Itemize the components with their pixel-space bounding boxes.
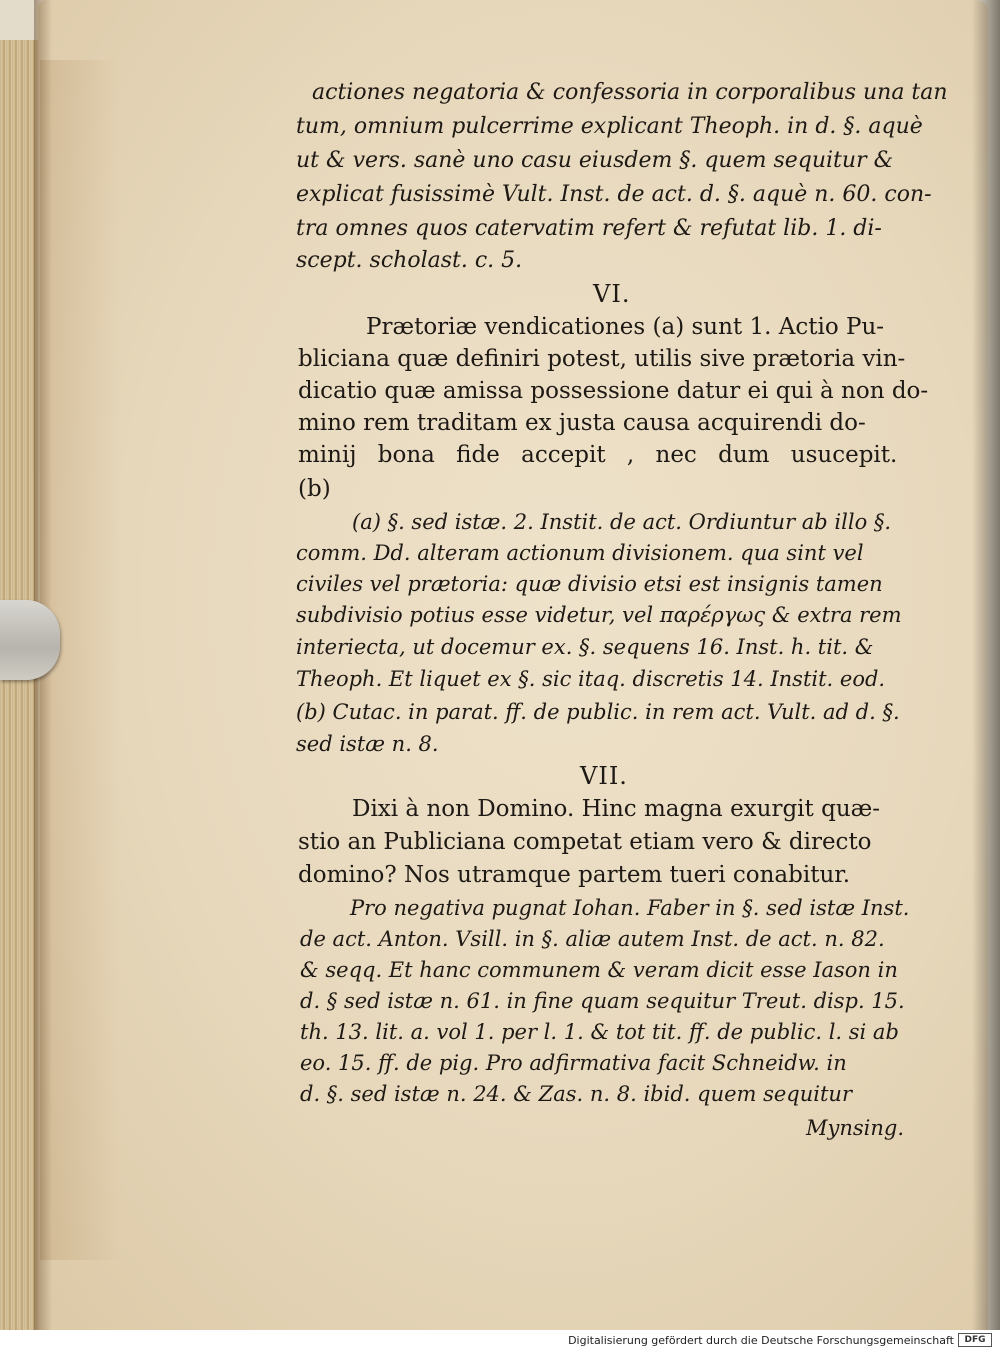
text-line: eo. 15. ff. de pig. Pro adfirmativa facit Schneidw. in xyxy=(300,1051,847,1075)
text-line: minij bona fide accepit , nec dum usucepit. xyxy=(298,442,898,468)
funding-credit: Digitalisierung gefördert durch die Deutsche Forschungsgemeinschaft xyxy=(568,1334,954,1347)
text-line: Dixi à non Domino. Hinc magna exurgit quæ- xyxy=(352,796,881,822)
section-heading: VII. xyxy=(580,762,628,790)
text-line: th. 13. lit. a. vol 1. per l. 1. & tot tit. ff. de public. l. si ab xyxy=(300,1020,899,1044)
text-line: explicat fusissimè Vult. Inst. de act. d. §. aquè n. 60. con- xyxy=(296,182,932,207)
text-line: de act. Anton. Vsill. in §. aliæ autem Inst. de act. n. 82. xyxy=(300,927,885,951)
dfg-logo-icon: DFG xyxy=(958,1333,992,1347)
text-line: Theoph. Et liquet ex §. sic itaq. discretis 14. Instit. eod. xyxy=(296,667,886,691)
text-line: bliciana quæ definiri potest, utilis sive prætoria vin- xyxy=(298,346,906,372)
text-line: d. §. sed istæ n. 24. & Zas. n. 8. ibid. quem sequitur xyxy=(300,1082,852,1106)
text-line: comm. Dd. alteram actionum divisionem. qua sint vel xyxy=(296,541,864,565)
text-line: stio an Publiciana competat etiam vero & directo xyxy=(298,829,872,855)
text-line: subdivisio potius esse videtur, vel παρέργως & extra rem xyxy=(296,603,902,627)
text-line: mino rem traditam ex justa causa acquirendi do- xyxy=(298,410,866,436)
text-line: d. § sed istæ n. 61. in fine quam sequitur Treut. disp. 15. xyxy=(300,989,905,1013)
binding-shadow xyxy=(972,0,1000,1330)
text-line: tum, omnium pulcerrime explicant Theoph. in d. §. aquè xyxy=(296,114,923,139)
text-line: domino? Nos utramque partem tueri conabitur. xyxy=(298,862,851,888)
text-line: ut & vers. sanè uno casu eiusdem §. quem sequitur & xyxy=(296,148,894,173)
page-clip xyxy=(0,600,60,680)
text-line: sed istæ n. 8. xyxy=(296,732,439,756)
text-line: tra omnes quos catervatim refert & refutat lib. 1. di- xyxy=(296,216,882,241)
text-line: civiles vel prætoria: quæ divisio etsi est insignis tamen xyxy=(296,572,883,596)
section-heading: VI. xyxy=(593,280,631,308)
text-line: scept. scholast. c. 5. xyxy=(296,248,523,273)
text-line: (b) Cutac. in parat. ff. de public. in rem act. Vult. ad d. §. xyxy=(296,700,900,724)
text-line: dicatio quæ amissa possessione datur ei qui à non do- xyxy=(298,378,929,404)
text-line: & seqq. Et hanc communem & veram dicit esse Iason in xyxy=(300,958,898,982)
text-line: (a) §. sed istæ. 2. Instit. de act. Ordiuntur ab illo §. xyxy=(352,510,892,534)
text-line: (b) xyxy=(298,476,331,502)
text-line: actiones negatoria & confessoria in corporalibus una tan xyxy=(312,80,948,105)
footer-bar xyxy=(0,1330,1000,1350)
catchword: Mynsing. xyxy=(806,1116,905,1140)
text-line: Prætoriæ vendicationes (a) sunt 1. Actio Pu- xyxy=(366,314,885,340)
text-line: interiecta, ut docemur ex. §. sequens 16. Inst. h. tit. & xyxy=(296,635,874,659)
text-line: Pro negativa pugnat Iohan. Faber in §. sed istæ Inst. xyxy=(350,896,910,920)
